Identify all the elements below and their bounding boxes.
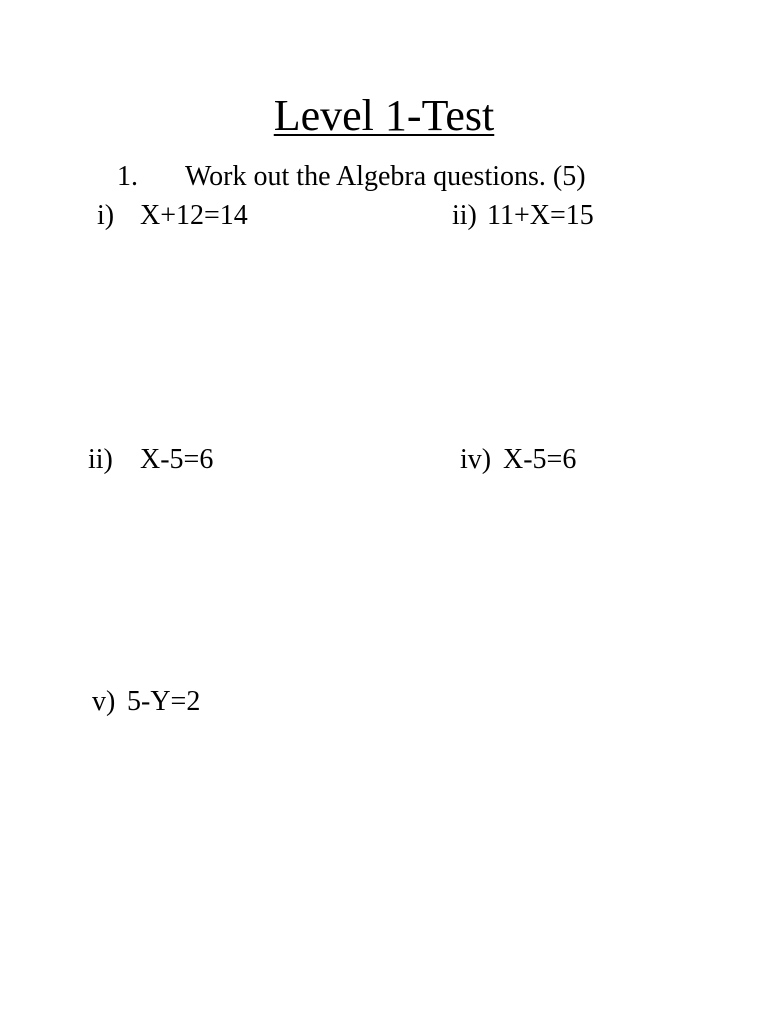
algebra-item bbox=[97, 199, 248, 233]
item-expression: 5-Y=2 bbox=[127, 686, 201, 717]
item-label: i) bbox=[97, 200, 115, 231]
algebra-item bbox=[92, 685, 200, 719]
item-label: ii) bbox=[452, 200, 477, 231]
item-expression: X-5=6 bbox=[503, 444, 577, 475]
item-label: v) bbox=[92, 686, 116, 717]
algebra-item bbox=[460, 443, 576, 477]
question-number: 1. bbox=[117, 161, 138, 192]
item-expression: 11+X=15 bbox=[487, 200, 594, 231]
algebra-item bbox=[452, 199, 594, 233]
item-label: ii) bbox=[88, 444, 113, 475]
page-title: Level 1-Test bbox=[273, 91, 495, 140]
item-expression: X-5=6 bbox=[140, 444, 214, 475]
algebra-item bbox=[88, 443, 213, 477]
item-label: iv) bbox=[460, 444, 492, 475]
question-heading bbox=[117, 160, 586, 194]
item-expression: X+12=14 bbox=[140, 200, 248, 231]
question-text: Work out the Algebra questions. (5) bbox=[185, 161, 586, 192]
